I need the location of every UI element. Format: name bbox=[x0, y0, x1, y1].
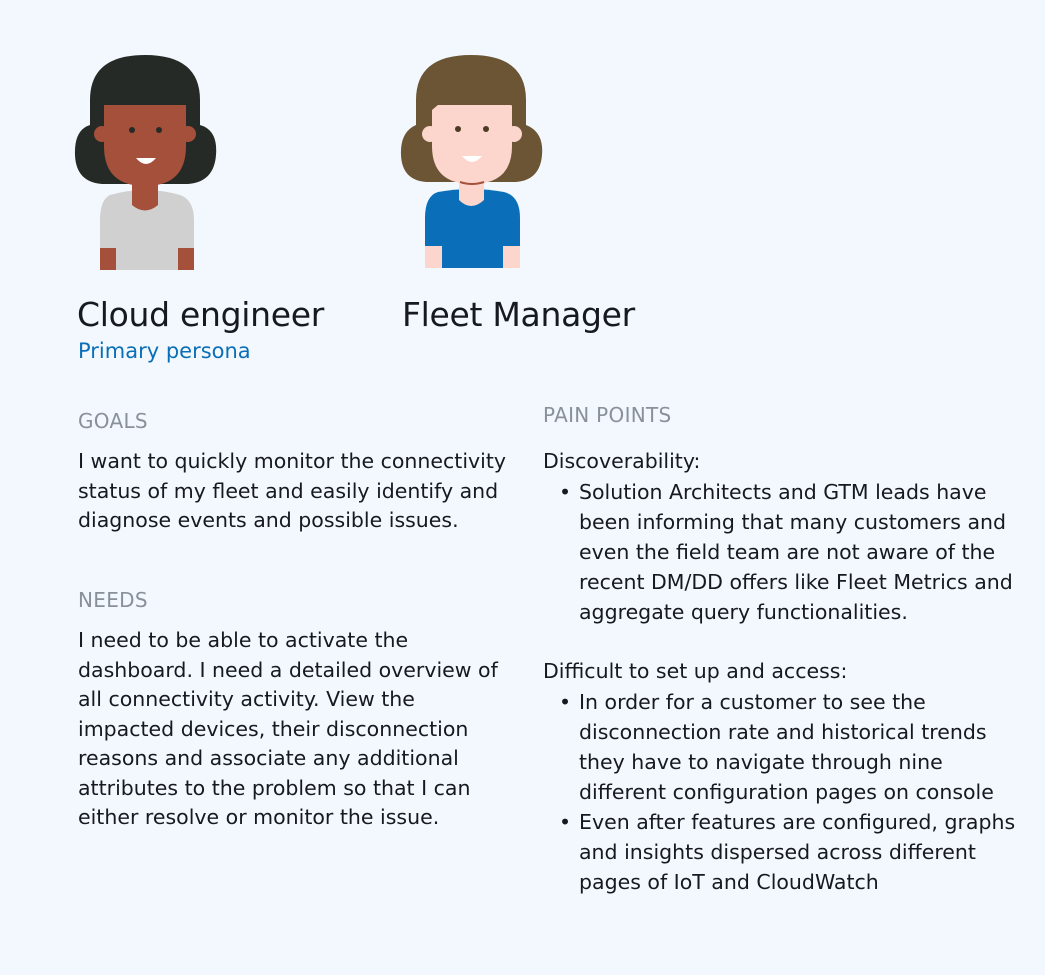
bullet-icon: • bbox=[559, 479, 572, 504]
pain-point-item-text: Even after features are configured, graphs and insights dispersed across different pages of IoT and CloudWatch bbox=[579, 809, 1016, 894]
bullet-icon: • bbox=[559, 689, 572, 714]
pain-point-group-discoverability bbox=[543, 447, 1033, 627]
pain-point-item bbox=[559, 687, 1033, 807]
pain-point-list bbox=[543, 687, 1033, 897]
needs-text: I need to be able to activate the dashboard. I need a detailed overview of all connectivity activity. View the impacted devices, their disconnection reasons and associate any additional attributes to the problem so that I can either resolve or monitor the issue. bbox=[78, 628, 498, 829]
bullet-icon: • bbox=[559, 809, 572, 834]
persona-title-fleet-manager: Fleet Manager bbox=[402, 295, 635, 334]
goals-text: I want to quickly monitor the connectivity status of my fleet and easily identify and diagnose events and possible issues. bbox=[78, 449, 507, 532]
cloud-engineer-avatar-icon bbox=[70, 50, 220, 272]
fleet-manager-avatar-icon bbox=[396, 50, 546, 272]
pain-point-group-title: Difficult to set up and access: bbox=[543, 659, 848, 683]
pain-point-item-text: In order for a customer to see the disconnection rate and historical trends they have to navigate through nine different configuration pages on console bbox=[579, 689, 994, 804]
needs-heading: NEEDS bbox=[78, 588, 148, 612]
pain-point-group-setup-access bbox=[543, 657, 1033, 897]
pain-point-list bbox=[543, 477, 1033, 627]
pain-point-item bbox=[559, 477, 1033, 627]
goals-heading: GOALS bbox=[78, 409, 148, 433]
persona-title-cloud-engineer: Cloud engineer bbox=[77, 295, 324, 334]
pain-point-item bbox=[559, 807, 1033, 897]
pain-point-group-title: Discoverability: bbox=[543, 449, 701, 473]
pain-points-heading: PAIN POINTS bbox=[543, 403, 672, 427]
pain-point-item-text: Solution Architects and GTM leads have been informing that many customers and even the field team are not aware of the recent DM/DD offers like Fleet Metrics and aggregate query functionalities. bbox=[579, 479, 1013, 624]
primary-persona-tag: Primary persona bbox=[78, 339, 251, 363]
